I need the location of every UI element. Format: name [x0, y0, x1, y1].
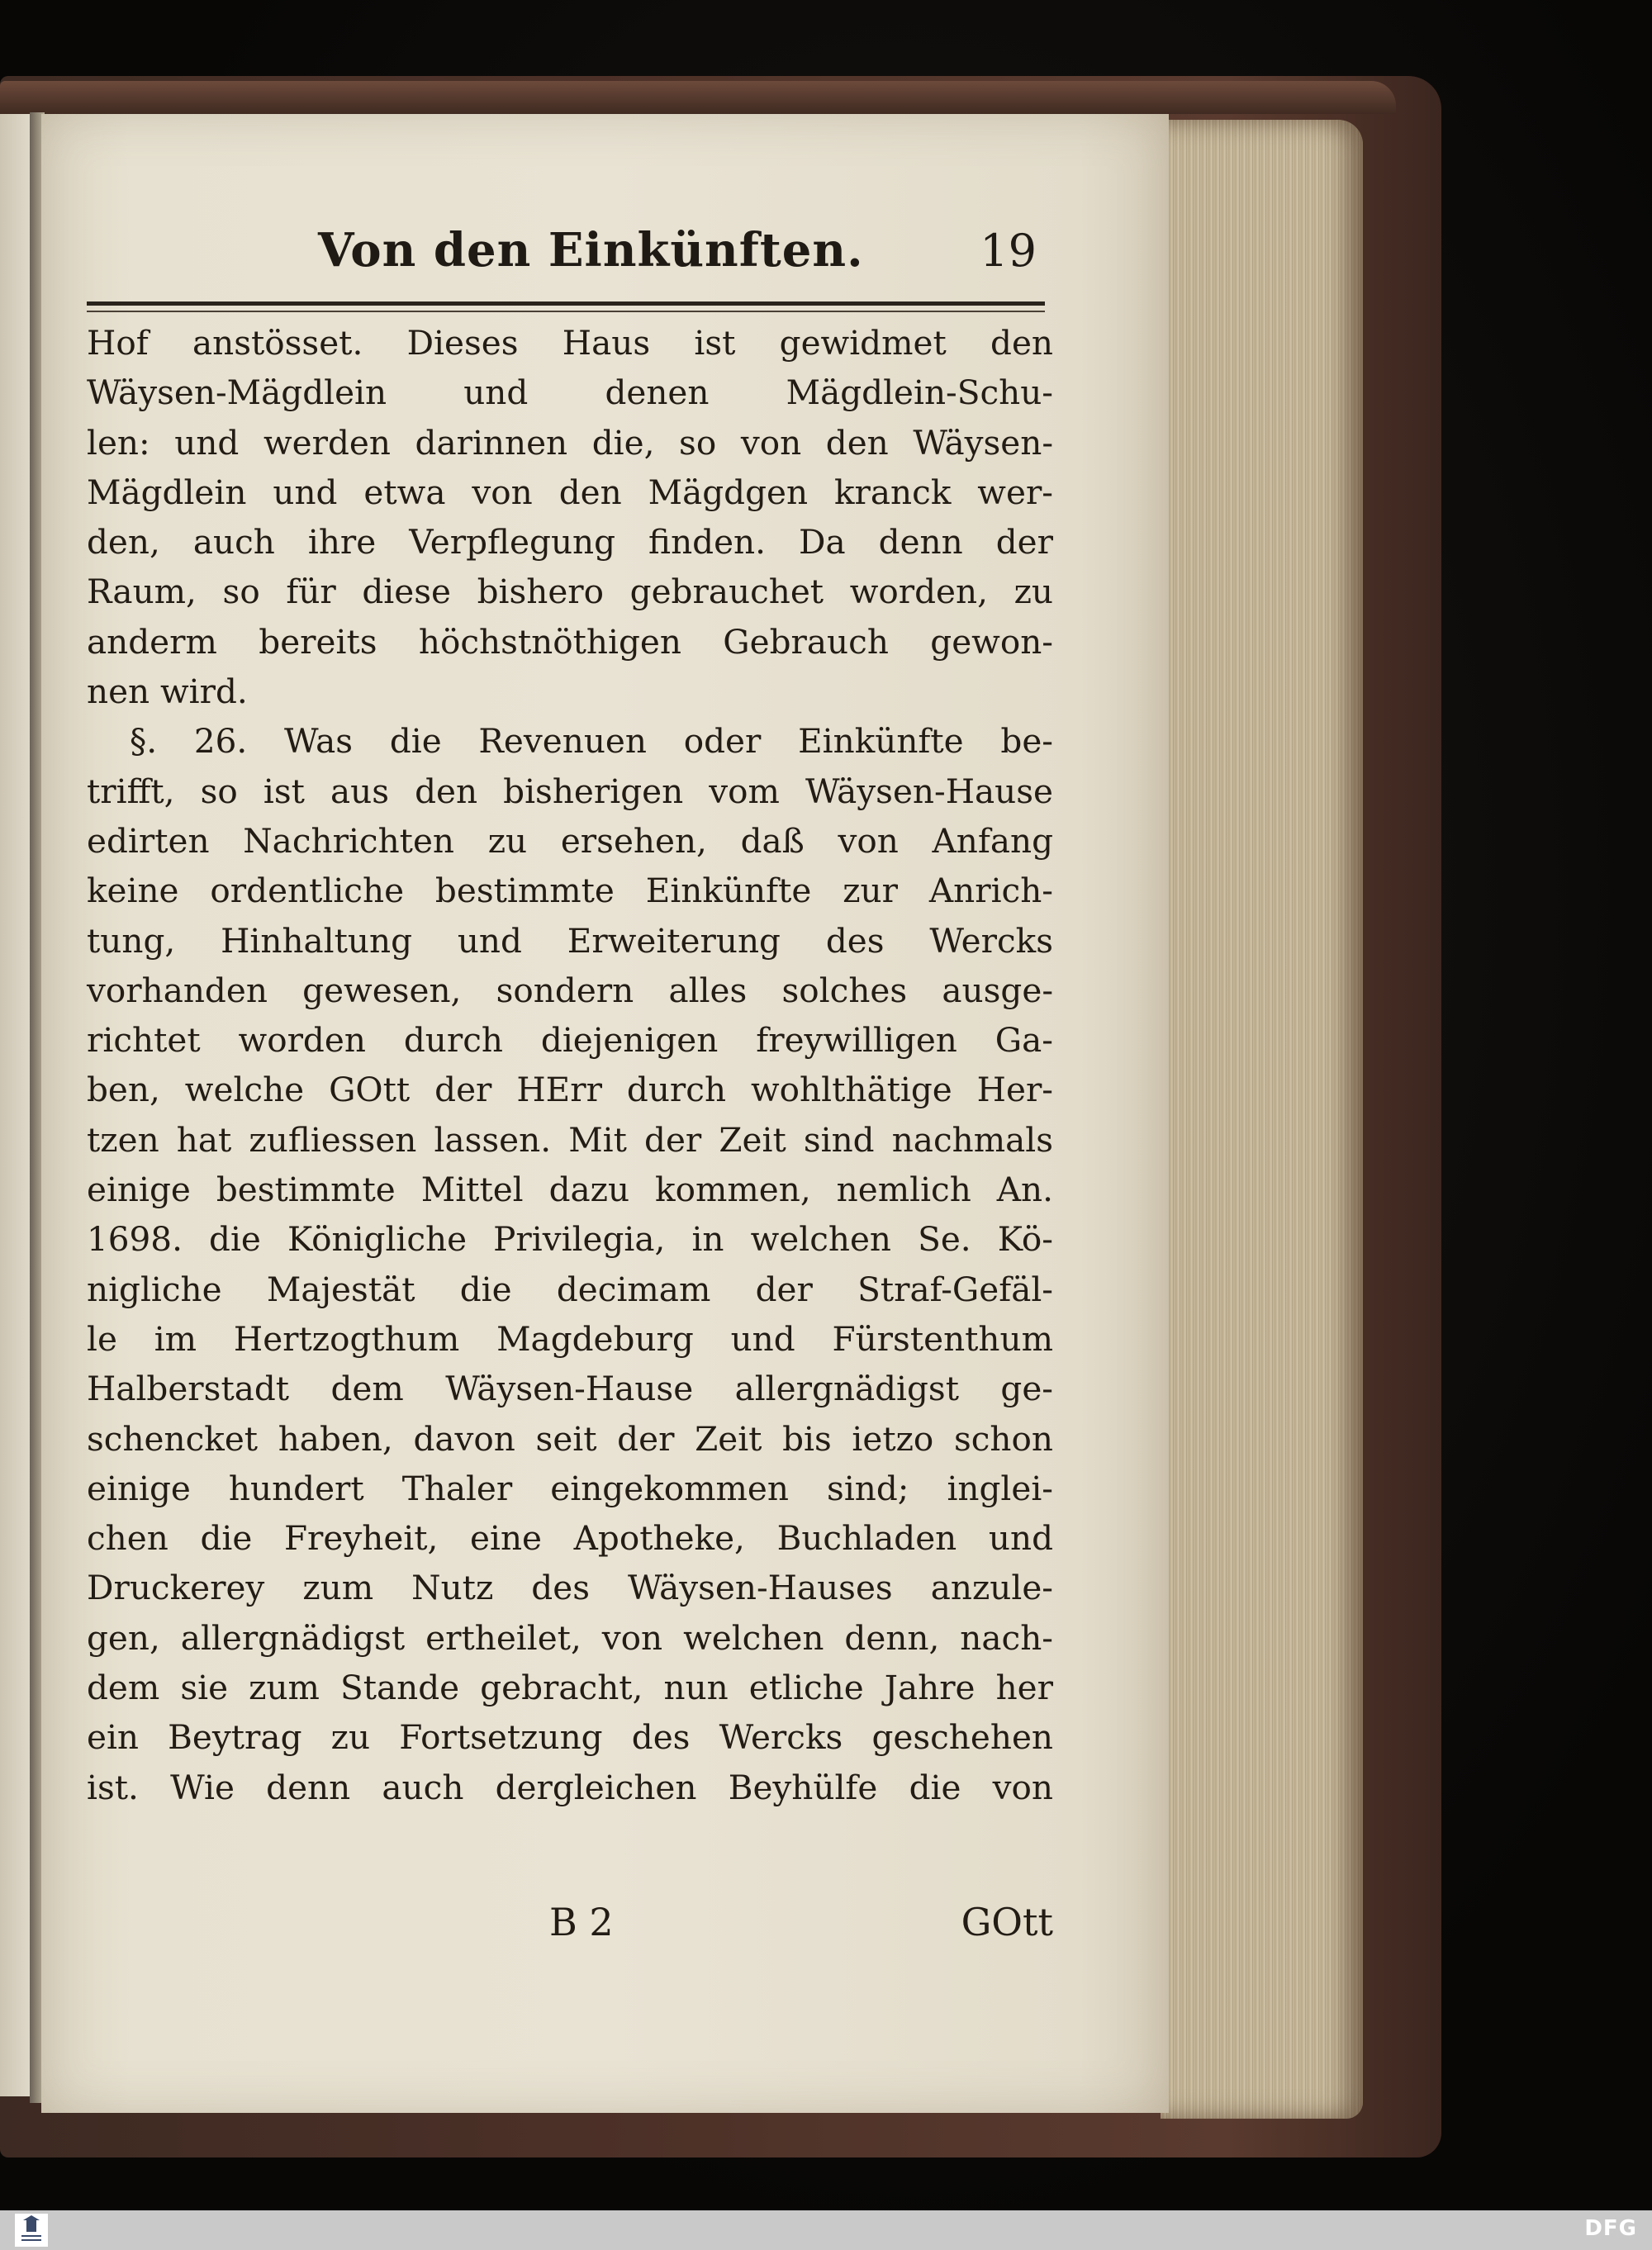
text-line: trifft, so ist aus den bisherigen vom Wäysen-Hause — [87, 771, 1053, 811]
text-line: den, auch ihre Verpflegung finden. Da denn der — [87, 522, 1053, 562]
text-line: tzen hat zufliessen lassen. Mit der Zeit sind nachmals — [87, 1119, 1053, 1160]
catchword: GOtt — [961, 1900, 1053, 1944]
book-cover-top-edge — [0, 81, 1396, 114]
library-logo-icon — [15, 2214, 48, 2247]
text-line: tung, Hinhaltung und Erweiterung des Wercks — [87, 920, 1053, 961]
text-line: vorhanden gewesen, sondern alles solches ausge- — [87, 970, 1053, 1010]
text-line: richtet worden durch diejenigen freywilligen Ga- — [87, 1020, 1053, 1061]
text-line: len: und werden darinnen die, so von den Wäysen- — [87, 422, 1053, 463]
header-rule — [87, 301, 1045, 306]
text-line: Wäysen-Mägdlein und denen Mägdlein-Schu- — [87, 373, 1053, 413]
dfg-logo: DFG — [1584, 2216, 1637, 2241]
viewer-bottom-bar — [0, 2210, 1652, 2250]
text-line: keine ordentliche bestimmte Einkünfte zur Anrich- — [87, 871, 1053, 911]
text-line: Druckerey zum Nutz des Wäysen-Hauses anzule- — [87, 1568, 1053, 1608]
text-line: einige hundert Thaler eingekommen sind; inglei- — [87, 1468, 1053, 1508]
text-line: Raum, so für diese bishero gebrauchet worden, zu — [87, 572, 1053, 612]
text-line: dem sie zum Stande gebracht, nun etliche Jahre her — [87, 1668, 1053, 1708]
signature-mark: B 2 — [549, 1900, 614, 1944]
text-line: le im Hertzogthum Magdeburg und Fürstenthum — [87, 1318, 1053, 1359]
page-body-text — [87, 318, 1053, 1812]
text-line: Mägdlein und etwa von den Mägdgen kranck wer- — [87, 472, 1053, 512]
text-line: Hof anstösset. Dieses Haus ist gewidmet den — [87, 323, 1053, 363]
header-rule-thin — [87, 311, 1045, 312]
text-line: chen die Freyheit, eine Apotheke, Buchladen und — [87, 1518, 1053, 1559]
text-line: einige bestimmte Mittel dazu kommen, nemlich An. — [87, 1170, 1053, 1210]
page-footer — [87, 1900, 1053, 1958]
text-line: ist. Wie denn auch dergleichen Beyhülfe die von — [87, 1767, 1053, 1807]
text-line: ben, welche GOtt der HErr durch wohlthätige Her- — [87, 1070, 1053, 1110]
text-line: anderm bereits höchstnöthigen Gebrauch gewon- — [87, 621, 1053, 662]
paragraph-start-line: §. 26. Was die Revenuen oder Einkünfte be- — [130, 721, 1053, 762]
page-number: 19 — [980, 225, 1037, 277]
text-line: edirten Nachrichten zu ersehen, daß von Anfang — [87, 820, 1053, 861]
text-line: 1698. die Königliche Privilegia, in welchen Se. Kö- — [87, 1219, 1053, 1260]
running-header — [87, 223, 1053, 297]
page-fore-edge — [1161, 120, 1363, 2119]
text-line: ein Beytrag zu Fortsetzung des Wercks geschehen — [87, 1717, 1053, 1758]
text-line: schencket haben, davon seit der Zeit bis ietzo schon — [87, 1418, 1053, 1459]
text-line: gen, allergnädigst ertheilet, von welchen denn, nach- — [87, 1617, 1053, 1658]
text-line: nen wird. — [87, 672, 248, 712]
header-title: Von den Einkünften. — [318, 223, 864, 278]
text-line: Halberstadt dem Wäysen-Hause allergnädigst ge- — [87, 1369, 1053, 1409]
text-line: nigliche Majestät die decimam der Straf-Gefäl- — [87, 1269, 1053, 1309]
